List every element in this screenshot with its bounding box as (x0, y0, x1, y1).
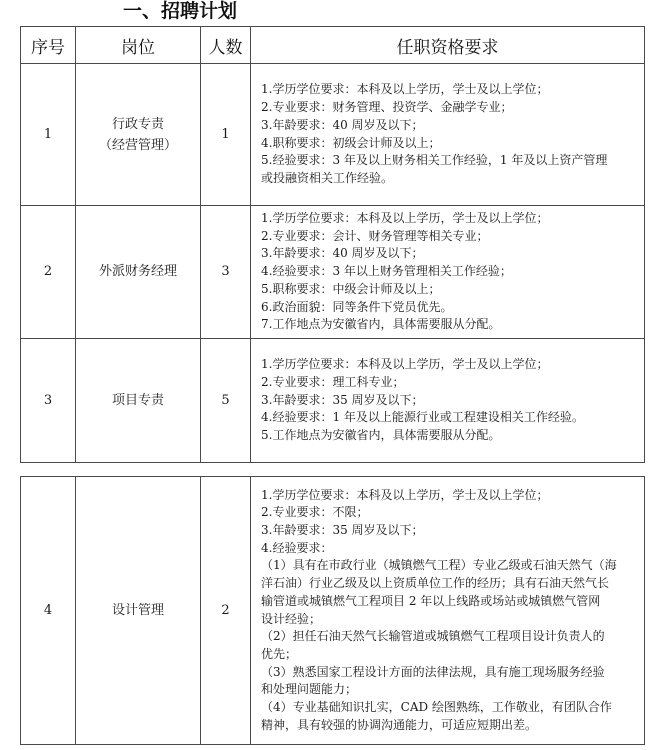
requirement-line: 输管道或城镇燃气工程项目 2 年以上线路或场站或城镇燃气管网 (261, 593, 601, 608)
position-line: （经营管理） (98, 137, 177, 153)
position-line: 项目专责 (111, 392, 164, 408)
requirement-line: 优先； (261, 646, 298, 661)
row-requirements (251, 338, 645, 462)
requirement-line: 1.学历学位要求：本科及以上学历，学士及以上学位； (261, 82, 549, 97)
header-no: 序号 (21, 27, 76, 64)
position-line: 外派财务经理 (98, 264, 177, 280)
position-line: 设计管理 (111, 603, 164, 618)
table-row (21, 477, 645, 745)
requirement-line: 5.经验要求：3 年及以上财务相关工作经验，1 年及以上资产管理 (261, 153, 608, 168)
row-count: 2 (201, 477, 251, 745)
row-requirements (251, 64, 645, 206)
row-requirements (251, 477, 645, 745)
requirement-line: 5.工作地点为安徽省内，具体需要服从分配。 (261, 427, 501, 442)
row-no: 3 (21, 338, 76, 462)
requirement-line: 2.专业要求：会计、财务管理等相关专业； (261, 228, 489, 243)
requirement-line: 2.专业要求：不限； (261, 505, 369, 520)
row-count: 5 (201, 338, 251, 462)
requirement-line: 3.年龄要求：35 周岁及以下； (261, 392, 424, 407)
requirement-line: 和处理问题能力； (261, 682, 358, 697)
row-count: 3 (201, 206, 251, 339)
requirement-line: 精神，具有较强的协调沟通能力，可适应短期出差。 (261, 717, 538, 732)
row-position (76, 64, 201, 206)
requirement-line: 1.学历学位要求：本科及以上学历，学士及以上学位； (261, 211, 549, 225)
requirement-line: 洋石油）行业乙级及以上资质单位工作的经历；具有石油天然气长 (261, 576, 610, 591)
requirement-line: 5.职称要求：中级会计师及以上； (261, 281, 441, 296)
requirement-line: 设计经验； (261, 611, 322, 626)
requirement-line: 7.工作地点为安徽省内，具体需要服从分配。 (261, 317, 501, 332)
header-requirements: 任职资格要求 (251, 27, 645, 64)
table-header-row (21, 27, 645, 64)
requirement-line: 4.经验要求：3 年以上财务管理相关工作经验； (261, 264, 512, 279)
requirement-line: （4）专业基础知识扎实，CAD 绘图熟练，工作敬业，有团队合作 (261, 700, 612, 715)
row-no: 4 (21, 477, 76, 745)
requirement-line: （2）担任石油天然气长输管道或城镇燃气工程项目设计负责人的 (261, 629, 605, 644)
requirement-line: 1.学历学位要求：本科及以上学历，学士及以上学位； (261, 357, 549, 372)
row-position (76, 477, 201, 745)
requirement-line: 4.经验要求：1 年及以上能源行业或工程建设相关工作经验。 (261, 410, 584, 425)
table-row (21, 206, 645, 339)
requirement-line: 6.政治面貌：同等条件下党员优先。 (261, 299, 453, 314)
row-position (76, 338, 201, 462)
recruitment-table-page1 (20, 26, 645, 463)
row-count: 1 (201, 64, 251, 206)
requirement-line: 3.年龄要求：40 周岁及以下； (261, 246, 424, 261)
table-row (21, 338, 645, 462)
position-line: 行政专责 (111, 116, 164, 132)
row-requirements (251, 206, 645, 339)
requirement-line: 4.职称要求：初级会计师及以上； (261, 135, 441, 150)
section-heading: 一、招聘计划 (123, 0, 238, 22)
requirement-line: 或投融资相关工作经验。 (261, 170, 394, 185)
requirement-line: 3.年龄要求：40 周岁及以下； (261, 117, 424, 132)
header-count: 人数 (201, 27, 251, 64)
requirement-line: 3.年龄要求：35 周岁及以下； (261, 522, 424, 537)
header-position: 岗位 (76, 27, 201, 64)
requirement-line: 2.专业要求：财务管理、投资学、金融学专业； (261, 100, 513, 115)
requirement-line: 4.经验要求： (261, 540, 333, 555)
recruitment-table-page2 (20, 476, 645, 745)
table-row (21, 64, 645, 206)
row-no: 2 (21, 206, 76, 339)
requirement-line: （3）熟悉国家工程设计方面的法律法规，具有施工现场服务经验 (261, 664, 605, 679)
requirement-line: 1.学历学位要求：本科及以上学历，学士及以上学位； (261, 487, 549, 502)
row-position (76, 206, 201, 339)
requirement-line: 2.专业要求：理工科专业； (261, 374, 405, 389)
row-no: 1 (21, 64, 76, 206)
requirement-line: （1）具有在市政行业（城镇燃气工程）专业乙级或石油天然气（海 (261, 558, 617, 573)
